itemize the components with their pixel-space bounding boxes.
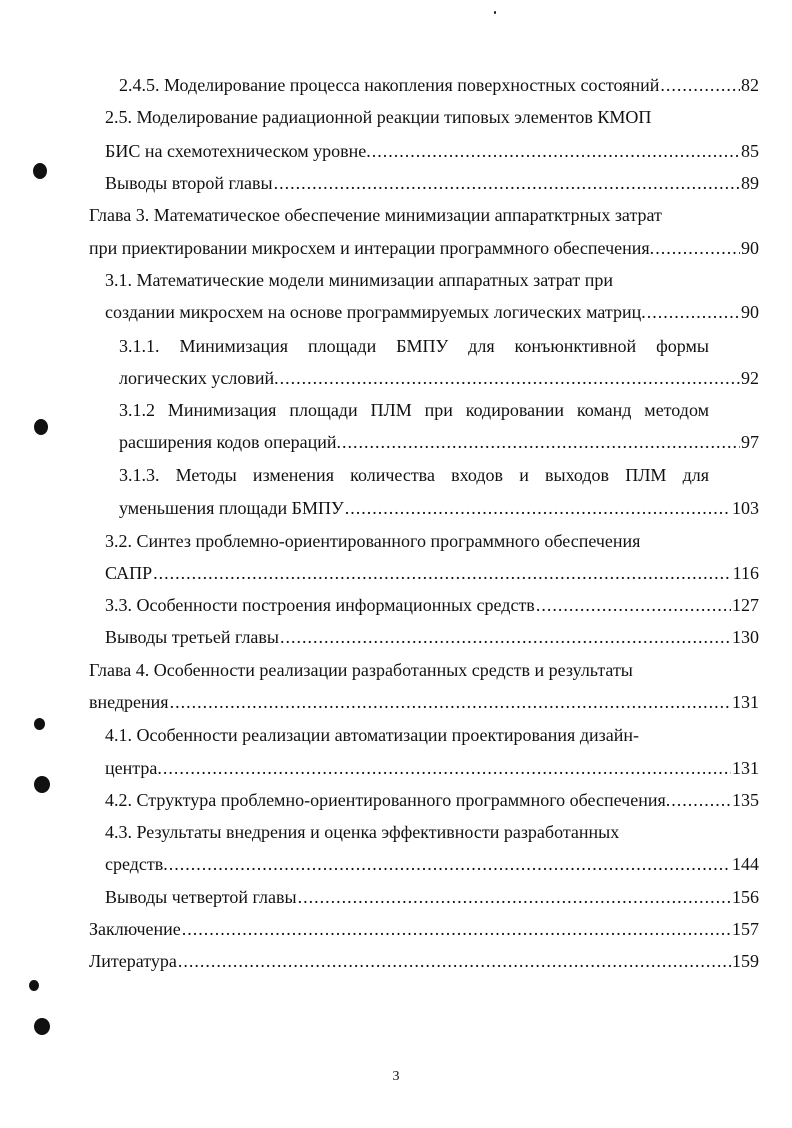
toc-entry-page: 97 [741, 432, 759, 452]
toc-entry-3-2-line1[interactable] [105, 529, 685, 553]
toc-entry-page: 89 [741, 173, 759, 193]
toc-entry-title: 4.1. Особенности реализации автоматизации проектирования дизайн- [105, 725, 639, 745]
toc-entry-title: Выводы третьей главы [105, 627, 280, 647]
leader-dots [298, 885, 731, 909]
toc-entry-page: 156 [732, 887, 759, 907]
toc-entry-page: 90 [741, 238, 759, 258]
toc-entry-page: 116 [732, 563, 759, 583]
leader-dots [280, 366, 740, 390]
toc-entry-page: 131 [732, 692, 759, 712]
toc-entry-3-3[interactable] [105, 593, 759, 617]
binding-hole-mark [34, 776, 50, 793]
toc-entry-page: 82 [741, 75, 759, 95]
toc-entry-3-1-2-line1[interactable] [119, 398, 709, 422]
leader-dots [671, 788, 731, 812]
toc-entry-2-5-line1[interactable] [105, 105, 685, 129]
toc-entry-title: уменьшения площади БМПУ [119, 498, 344, 518]
toc-entry-4-1-line2[interactable] [105, 756, 759, 780]
toc-entry-page: 159 [732, 951, 759, 971]
scan-speck [494, 11, 496, 14]
toc-entry-page: 135 [732, 790, 759, 810]
toc-entry-title: внедрения [89, 692, 169, 712]
toc-entry-title: САПР [105, 563, 153, 583]
leader-dots [170, 690, 731, 714]
toc-entry-title: 3.1.1. Минимизация площади БМПУ для конъюнктивной формы [119, 336, 709, 356]
toc-chapter-4-line2[interactable] [89, 690, 759, 714]
toc-entry-3-1-3-line2[interactable] [119, 496, 759, 520]
binding-hole-mark [34, 718, 45, 730]
toc-entry-3-1-line1[interactable] [105, 268, 665, 292]
toc-entry-title: при приектировании микросхем и интерации программного обеспечения. [89, 238, 655, 258]
toc-entry-title: БИС на схемотехническом уровне. [105, 141, 371, 161]
toc-entry-title: 3.1.2 Минимизация площади ПЛМ при кодировании команд методом [119, 400, 709, 420]
toc-entry-page: 131 [732, 758, 759, 778]
toc-chapter-4-line1[interactable] [89, 658, 709, 682]
leader-dots [536, 593, 731, 617]
toc-entry-3-1-1-line1[interactable] [119, 334, 709, 358]
toc-entry-3-1-1-line2[interactable] [119, 366, 759, 390]
toc-entry-title: Литература [89, 951, 177, 971]
toc-entry-page: 92 [741, 368, 759, 388]
toc-entry-title: Выводы четвертой главы [105, 887, 297, 907]
toc-entry-title: 4.3. Результаты внедрения и оценка эффективности разработанных [105, 822, 620, 842]
leader-dots [169, 852, 731, 876]
toc-entry-4-1-line1[interactable] [105, 723, 685, 747]
leader-dots [153, 561, 732, 585]
toc-entry-title: Глава 4. Особенности реализации разработанных средств и результаты [89, 660, 633, 680]
toc-entry-page: 103 [732, 498, 759, 518]
toc-entry-title: Заключение [89, 919, 181, 939]
toc-chapter-3-line1[interactable] [89, 203, 709, 227]
binding-hole-mark [34, 1018, 50, 1035]
leader-dots [163, 756, 731, 780]
toc-entry-title: 3.2. Синтез проблемно-ориентированного программного обеспечения [105, 531, 641, 551]
toc-entry-title: 3.3. Особенности построения информационных средств [105, 595, 535, 615]
toc-entry-page: 90 [741, 302, 759, 322]
toc-entry-title: 2.5. Моделирование радиационной реакции типовых элементов КМОП [105, 107, 652, 127]
toc-entry-references[interactable] [89, 949, 759, 973]
toc-entry-page: 130 [732, 627, 759, 647]
toc-entry-conclusion[interactable] [89, 917, 759, 941]
toc-entry-conclusions-ch4[interactable] [105, 885, 759, 909]
toc-entry-title: Глава 3. Математическое обеспечение минимизации аппаратктрных затрат [89, 205, 662, 225]
leader-dots [655, 236, 740, 260]
toc-entry-page: 127 [732, 595, 759, 615]
leader-dots [647, 300, 740, 324]
toc-chapter-3-line2[interactable] [89, 236, 759, 260]
binding-hole-mark [34, 419, 48, 435]
toc-entry-title: 3.1.3. Методы изменения количества входов и выходов ПЛМ для [119, 465, 709, 485]
toc-entry-title: Выводы второй главы [105, 173, 273, 193]
toc-entry-title: 4.2. Структура проблемно-ориентированного программного обеспечения. [105, 790, 671, 810]
binding-hole-mark [33, 163, 47, 179]
toc-entry-title: 3.1. Математические модели минимизации аппаратных затрат при [105, 270, 613, 290]
toc-entry-title: 2.4.5. Моделирование процесса накопления поверхностных состояний [119, 75, 660, 95]
leader-dots [280, 625, 731, 649]
toc-entry-conclusions-ch3[interactable] [105, 625, 759, 649]
leader-dots [342, 430, 740, 454]
toc-entry-page: 144 [732, 854, 759, 874]
toc-entry-4-2[interactable] [105, 788, 759, 812]
leader-dots [345, 496, 731, 520]
toc-entry-3-1-line2[interactable] [105, 300, 759, 324]
leader-dots [178, 949, 731, 973]
binding-hole-mark [29, 980, 39, 991]
toc-entry-4-3-line2[interactable] [105, 852, 759, 876]
leader-dots [660, 73, 740, 97]
toc-entry-page: 85 [741, 141, 759, 161]
toc-entry-conclusions-ch2[interactable] [105, 171, 759, 195]
leader-dots [372, 139, 740, 163]
toc-entry-title: логических условий. [119, 368, 279, 388]
toc-entry-2-5-line2[interactable] [105, 139, 759, 163]
toc-entry-title: расширения кодов операций. [119, 432, 341, 452]
toc-entry-title: средств. [105, 854, 168, 874]
toc-entry-3-1-3-line1[interactable] [119, 463, 709, 487]
toc-entry-page: 157 [732, 919, 759, 939]
toc-entry-title: создании микросхем на основе программируемых логических матриц. [105, 302, 646, 322]
toc-entry-4-3-line1[interactable] [105, 820, 685, 844]
toc-entry-3-2-line2[interactable] [105, 561, 759, 585]
toc-entry-3-1-2-line2[interactable] [119, 430, 759, 454]
leader-dots [274, 171, 740, 195]
toc-entry-2-4-5[interactable] [119, 73, 759, 97]
page-number: 3 [392, 1069, 400, 1084]
leader-dots [182, 917, 731, 941]
toc-entry-title: центра. [105, 758, 162, 778]
